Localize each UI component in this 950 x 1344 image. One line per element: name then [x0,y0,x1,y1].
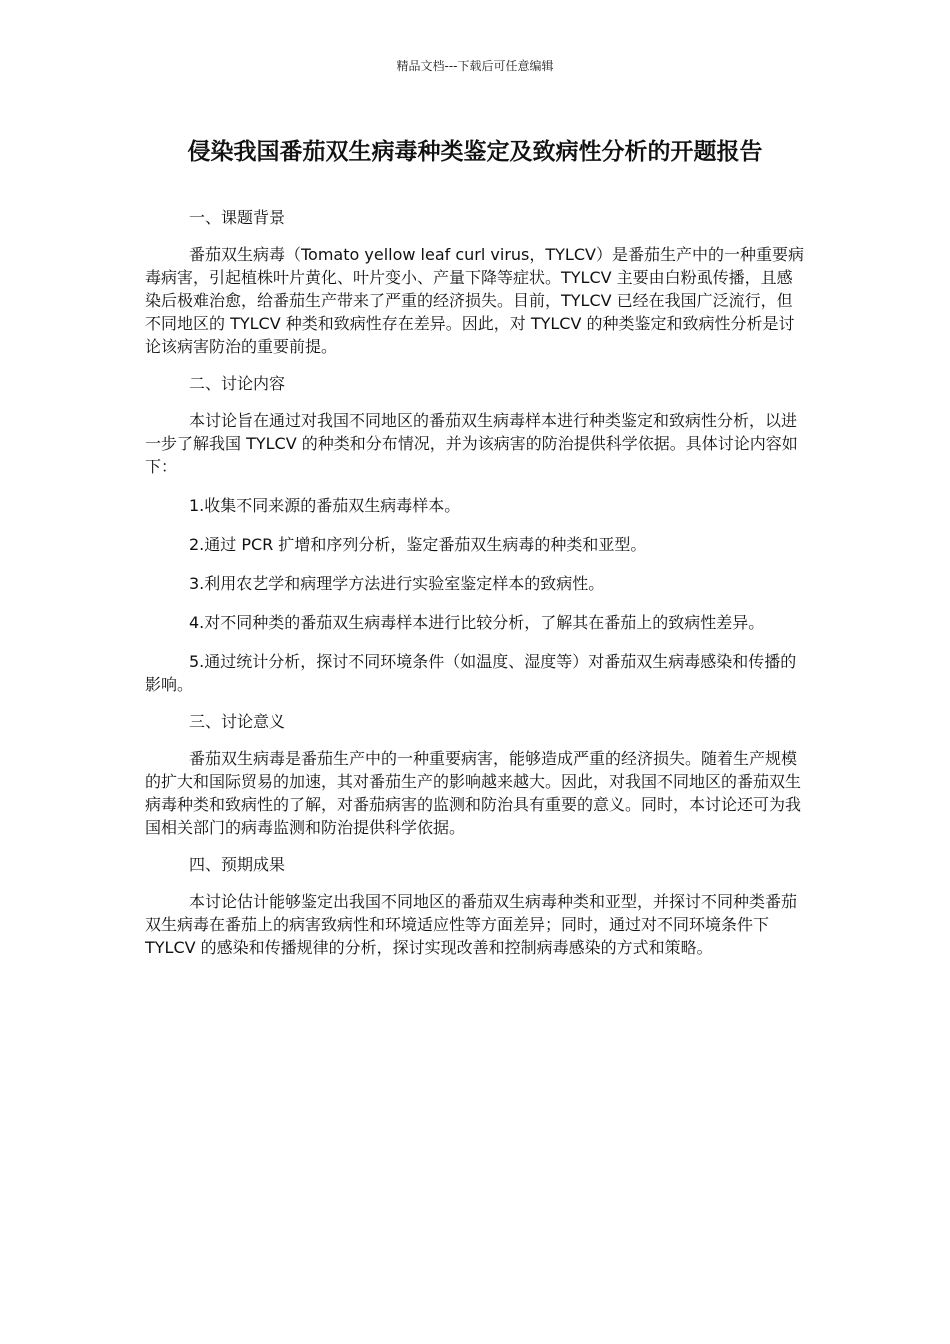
content-item-1: 1.收集不同来源的番茄双生病毒样本。 [189,496,461,515]
significance-paragraph: 番茄双生病毒是番茄生产中的一种重要病害，能够造成严重的经济损失。随着生产规模的扩大和国际贸易的加速，其对番茄生产的影响越来越大。因此，对我国不同地区的番茄双生病毒种类和致病性的了解，对番茄病害的监测和防治具有重要的意义。同时，本讨论还可为我国相关部门的病毒监测和防治提供科学依据。 [145,749,802,837]
content-item-5: 5.通过统计分析，探讨不同环境条件（如温度、湿度等）对番茄双生病毒感染和传播的影响。 [145,652,797,694]
content-item-3: 3.利用农艺学和病理学方法进行实验室鉴定样本的致病性。 [189,574,605,593]
section-heading-outcomes: 四、预期成果 [189,855,286,874]
content-intro-paragraph: 本讨论旨在通过对我国不同地区的番茄双生病毒样本进行种类鉴定和致病性分析，以进一步了解我国 TYLCV 的种类和分布情况，并为该病害的防治提供科学依据。具体讨论内容如下： [145,411,798,476]
section-heading-significance: 三、讨论意义 [189,712,286,731]
section-heading-background: 一、课题背景 [189,208,286,227]
content-item-2: 2.通过 PCR 扩增和序列分析，鉴定番茄双生病毒的种类和亚型。 [189,535,647,554]
document-body [145,206,807,959]
outcomes-paragraph: 本讨论估计能够鉴定出我国不同地区的番茄双生病毒种类和亚型，并探讨不同种类番茄双生病毒在番茄上的病害致病性和环境适应性等方面差异；同时，通过对不同环境条件下 TYLCV 的感染和传播规律的分析，探讨实现改善和控制病毒感染的方式和策略。 [145,892,798,957]
document-title: 侵染我国番茄双生病毒种类鉴定及致病性分析的开题报告 [187,139,763,165]
header-note: 精品文档---下载后可任意编辑 [396,59,554,73]
content-item-4: 4.对不同种类的番茄双生病毒样本进行比较分析，了解其在番茄上的致病性差异。 [189,613,765,632]
section-heading-content: 二、讨论内容 [189,374,286,393]
background-paragraph: 番茄双生病毒（Tomato yellow leaf curl virus，TYLCV）是番茄生产中的一种重要病毒病害，引起植株叶片黄化、叶片变小、产量下降等症状。TYLCV 主要由白粉虱传播，且感染后极难治愈，给番茄生产带来了严重的经济损失。目前，TYLCV 已经在我国广泛流行，但不同地区的 TYLCV 种类和致病性存在差异。因此，对 TYLCV 的种类鉴定和致病性分析是讨论该病害防治的重要前提。 [145,245,804,356]
